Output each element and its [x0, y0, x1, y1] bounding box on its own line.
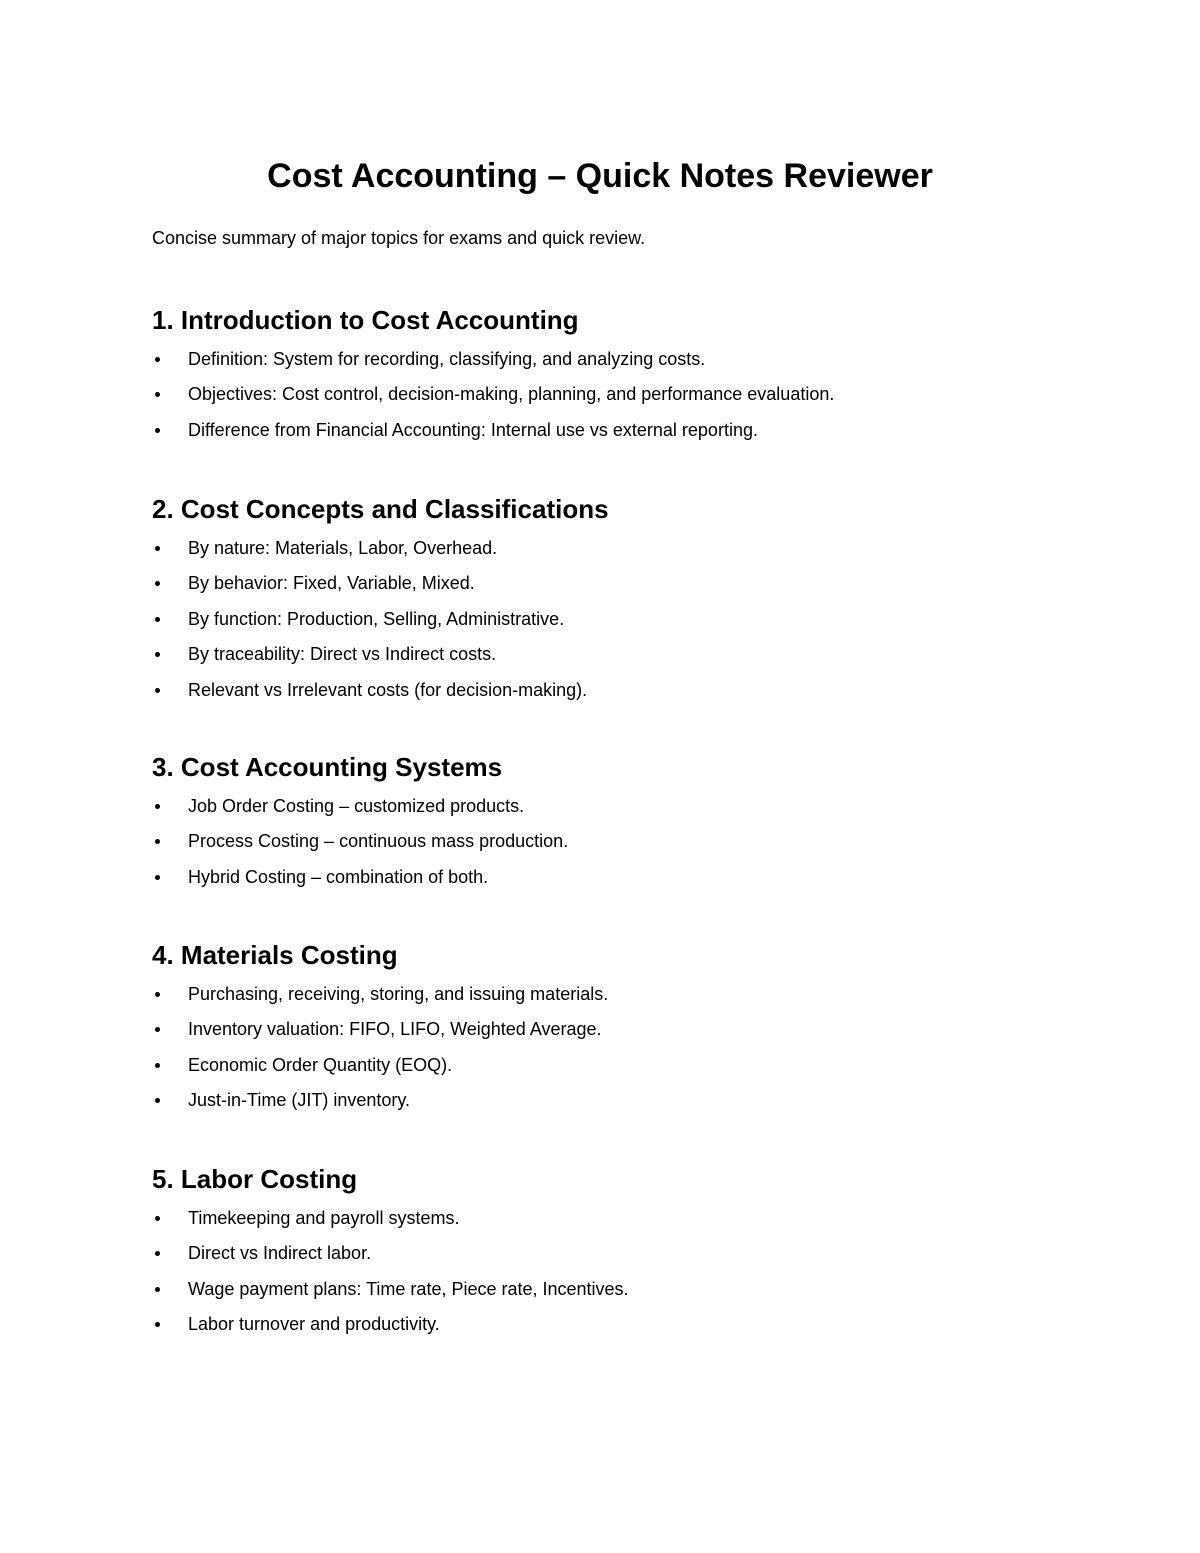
list-item-text: By behavior: Fixed, Variable, Mixed. [188, 573, 475, 594]
bullet-icon [155, 688, 160, 693]
list-item [152, 1012, 1112, 1047]
list-item-text: By function: Production, Selling, Administrative. [188, 608, 565, 629]
section-cost-concepts [152, 491, 1112, 708]
section-materials-costing [152, 937, 1112, 1119]
bullet-icon [155, 392, 160, 397]
bullet-icon [155, 1216, 160, 1221]
list-item [152, 1272, 1112, 1307]
section-heading: 5. Labor Costing [152, 1164, 358, 1194]
bullet-icon [155, 1098, 160, 1103]
list-item [152, 602, 1112, 637]
section-cost-accounting-systems [152, 749, 1112, 895]
bullet-icon [155, 581, 160, 586]
bullet-icon [155, 1322, 160, 1327]
list-item-text: Just-in-Time (JIT) inventory. [188, 1090, 411, 1111]
section-labor-costing [152, 1161, 1112, 1343]
list-item-text: Process Costing – continuous mass production. [188, 831, 569, 852]
bullet-list [152, 977, 1112, 1119]
list-item-text: Objectives: Cost control, decision-making, planning, and performance evaluation. [188, 384, 835, 405]
list-item [152, 977, 1112, 1012]
list-item [152, 531, 1112, 566]
section-heading: 1. Introduction to Cost Accounting [152, 305, 579, 335]
list-item [152, 377, 1112, 412]
bullet-icon [155, 1287, 160, 1292]
list-item [152, 637, 1112, 672]
list-item-text: Wage payment plans: Time rate, Piece rate, Incentives. [188, 1278, 629, 1299]
bullet-icon [155, 357, 160, 362]
list-item [152, 1307, 1112, 1342]
bullet-list [152, 342, 1112, 448]
bullet-icon [155, 1063, 160, 1068]
bullet-icon [155, 652, 160, 657]
list-item-text: Economic Order Quantity (EOQ). [188, 1054, 453, 1075]
bullet-list [152, 531, 1112, 708]
section-heading: 3. Cost Accounting Systems [152, 752, 503, 782]
list-item-text: Inventory valuation: FIFO, LIFO, Weighted Average. [188, 1019, 602, 1040]
list-item-text: Job Order Costing – customized products. [188, 796, 525, 816]
bullet-list [152, 789, 1112, 895]
section-heading: 4. Materials Costing [152, 940, 398, 970]
list-item-text: Relevant vs Irrelevant costs (for decision-making). [188, 679, 588, 700]
list-item [152, 673, 1112, 708]
list-item [152, 824, 1112, 859]
bullet-icon [155, 1027, 160, 1032]
bullet-icon [155, 839, 160, 844]
bullet-icon [155, 546, 160, 551]
bullet-icon [155, 875, 160, 880]
bullet-icon [155, 1251, 160, 1256]
bullet-icon [155, 804, 160, 809]
list-item [152, 1201, 1112, 1236]
list-item-text: By traceability: Direct vs Indirect costs. [188, 644, 497, 665]
list-item-text: Hybrid Costing – combination of both. [188, 866, 489, 887]
list-item-text: Definition: System for recording, classifying, and analyzing costs. [188, 349, 706, 369]
list-item [152, 413, 1112, 448]
list-item [152, 1083, 1112, 1118]
list-item [152, 342, 1112, 377]
list-item-text: Direct vs Indirect labor. [188, 1243, 372, 1264]
list-item-text: Labor turnover and productivity. [188, 1314, 440, 1335]
list-item-text: Purchasing, receiving, storing, and issuing materials. [188, 984, 609, 1004]
list-item [152, 1236, 1112, 1271]
section-introduction [152, 302, 1112, 448]
list-item [152, 860, 1112, 895]
list-item [152, 1048, 1112, 1083]
list-item-text: Difference from Financial Accounting: Internal use vs external reporting. [188, 419, 758, 440]
bullet-icon [155, 428, 160, 433]
list-item-text: By nature: Materials, Labor, Overhead. [188, 538, 498, 558]
bullet-icon [155, 992, 160, 997]
section-heading: 2. Cost Concepts and Classifications [152, 494, 609, 524]
list-item [152, 566, 1112, 601]
bullet-icon [155, 617, 160, 622]
list-item [152, 789, 1112, 824]
document-title: Cost Accounting – Quick Notes Reviewer [267, 157, 933, 195]
document-subtitle: Concise summary of major topics for exams and quick review. [152, 228, 646, 248]
bullet-list [152, 1201, 1112, 1343]
list-item-text: Timekeeping and payroll systems. [188, 1208, 460, 1228]
